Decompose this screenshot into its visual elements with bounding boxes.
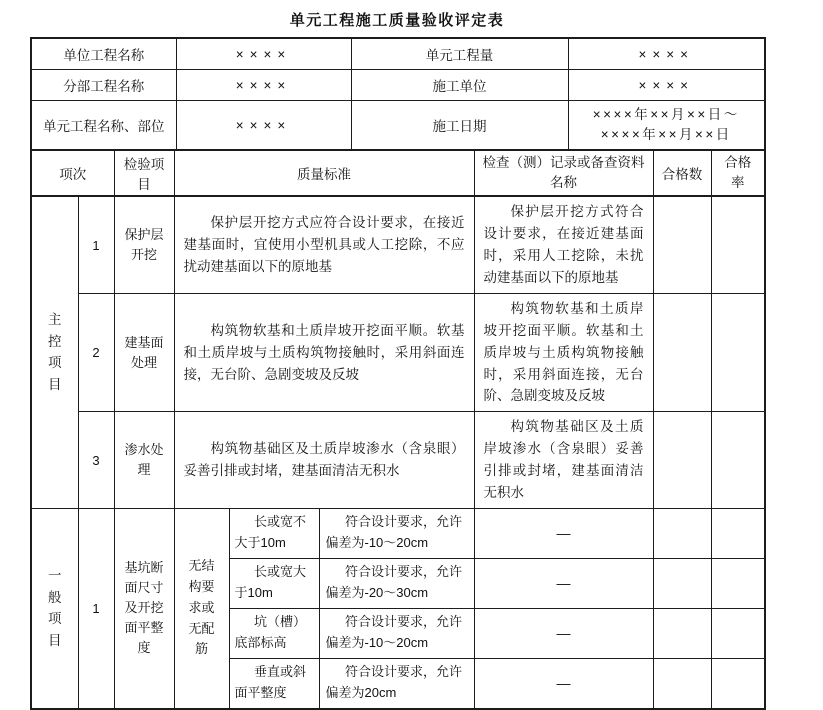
inspection-item-cell: 渗水处理 <box>114 412 174 508</box>
unit-project-name-value: ×××× <box>176 38 351 70</box>
unit-work-quantity-value: ×××× <box>568 38 765 70</box>
unit-work-name-part-label: 单元工程名称、部位 <box>31 101 176 151</box>
check-record-cell: 构筑物软基和土质岸坡开挖面平顺。软基和土质岸坡与土质构筑物接触时，采用斜面连接，无台阶、急剧变坡及反坡 <box>474 294 653 412</box>
header-row <box>31 150 765 196</box>
inspection-item-cell: 保护层开挖 <box>114 196 174 294</box>
sub-item-cell: 坑（槽）底部标高 <box>229 608 319 658</box>
row-number: 1 <box>78 196 114 294</box>
table-row <box>31 294 765 412</box>
quality-standard-cell: 保护层开挖方式应符合设计要求，在接近建基面时，宜使用小型机具或人工挖除，不应扰动建基面以下的原地基 <box>174 196 474 294</box>
qualified-rate-cell <box>711 412 765 508</box>
info-table <box>30 37 766 151</box>
table-row <box>31 508 765 558</box>
check-record-cell: 构筑物基础区及土质岸坡渗水（含泉眼）妥善引排或封堵，建基面清洁无积水 <box>474 412 653 508</box>
qualified-rate-cell <box>711 508 765 558</box>
construction-date-line2: ××××年××月××日 <box>600 127 732 142</box>
sub-item-cell: 垂直或斜面平整度 <box>229 658 319 709</box>
construction-date-label: 施工日期 <box>351 101 568 151</box>
row-number: 2 <box>78 294 114 412</box>
table-row <box>31 38 765 70</box>
table-row <box>31 412 765 508</box>
group-label-main-control: 主控项目 <box>31 196 78 508</box>
qualified-rate-cell <box>711 658 765 709</box>
unit-project-name-label: 单位工程名称 <box>31 38 176 70</box>
inspection-item-cell: 基坑断面尺寸及开挖面平整度 <box>114 508 174 709</box>
table-row <box>31 70 765 101</box>
quality-standard-cell: 符合设计要求，允许偏差为-20～30cm <box>319 558 474 608</box>
group-label-general: 一般项目 <box>31 508 78 709</box>
qualified-count-cell <box>653 558 711 608</box>
quality-standard-cell: 符合设计要求，允许偏差为-10～20cm <box>319 508 474 558</box>
check-record-cell: 保护层开挖方式符合设计要求，在接近建基面时，采用人工挖除，未扰动建基面以下的原地基 <box>474 196 653 294</box>
quality-standard-cell: 符合设计要求，允许偏差为20cm <box>319 658 474 709</box>
check-record-cell: — <box>474 608 653 658</box>
column-header-inspection-item: 检验项目 <box>114 150 174 196</box>
quality-standard-cell: 构筑物基础区及土质岸坡渗水（含泉眼）妥善引排或封堵，建基面清洁无积水 <box>174 412 474 508</box>
check-record-cell: — <box>474 508 653 558</box>
unit-work-quantity-label: 单元工程量 <box>351 38 568 70</box>
unit-work-name-part-value: ×××× <box>176 101 351 151</box>
qualified-count-cell <box>653 196 711 294</box>
division-project-name-value: ×××× <box>176 70 351 101</box>
inspection-item-cell: 建基面处理 <box>114 294 174 412</box>
table-row <box>31 196 765 294</box>
check-record-cell: — <box>474 658 653 709</box>
construction-date-value <box>568 101 765 151</box>
sub-item-cell: 长或宽不大于10m <box>229 508 319 558</box>
qualified-count-cell <box>653 294 711 412</box>
column-header-quality-standard: 质量标准 <box>174 150 474 196</box>
condition-cell: 无结构要求或无配筋 <box>174 508 229 709</box>
division-project-name-label: 分部工程名称 <box>31 70 176 101</box>
column-header-item-no: 项次 <box>31 150 114 196</box>
qualified-count-cell <box>653 412 711 508</box>
qualified-rate-cell <box>711 294 765 412</box>
qualified-count-cell <box>653 608 711 658</box>
row-number: 3 <box>78 412 114 508</box>
check-record-cell: — <box>474 558 653 608</box>
column-header-qualified-rate: 合格率 <box>711 150 765 196</box>
column-header-qualified-count: 合格数 <box>653 150 711 196</box>
row-number: 1 <box>78 508 114 709</box>
table-row <box>31 101 765 151</box>
qualified-rate-cell <box>711 196 765 294</box>
sub-item-cell: 长或宽大于10m <box>229 558 319 608</box>
column-header-check-record: 检查（测）记录或备查资料名称 <box>474 150 653 196</box>
qualified-count-cell <box>653 508 711 558</box>
qualified-rate-cell <box>711 558 765 608</box>
construction-unit-value: ×××× <box>568 70 765 101</box>
qualified-rate-cell <box>711 608 765 658</box>
construction-unit-label: 施工单位 <box>351 70 568 101</box>
quality-standard-cell: 符合设计要求，允许偏差为-10～20cm <box>319 608 474 658</box>
main-table <box>30 149 766 710</box>
page-title: 单元工程施工质量验收评定表 <box>289 12 505 29</box>
qualified-count-cell <box>653 658 711 709</box>
construction-date-line1: ××××年××月××日～ <box>592 106 740 122</box>
quality-standard-cell: 构筑物软基和土质岸坡开挖面平顺。软基和土质岸坡与土质构筑物接触时，采用斜面连接，无台阶、急剧变坡及反坡 <box>174 294 474 412</box>
